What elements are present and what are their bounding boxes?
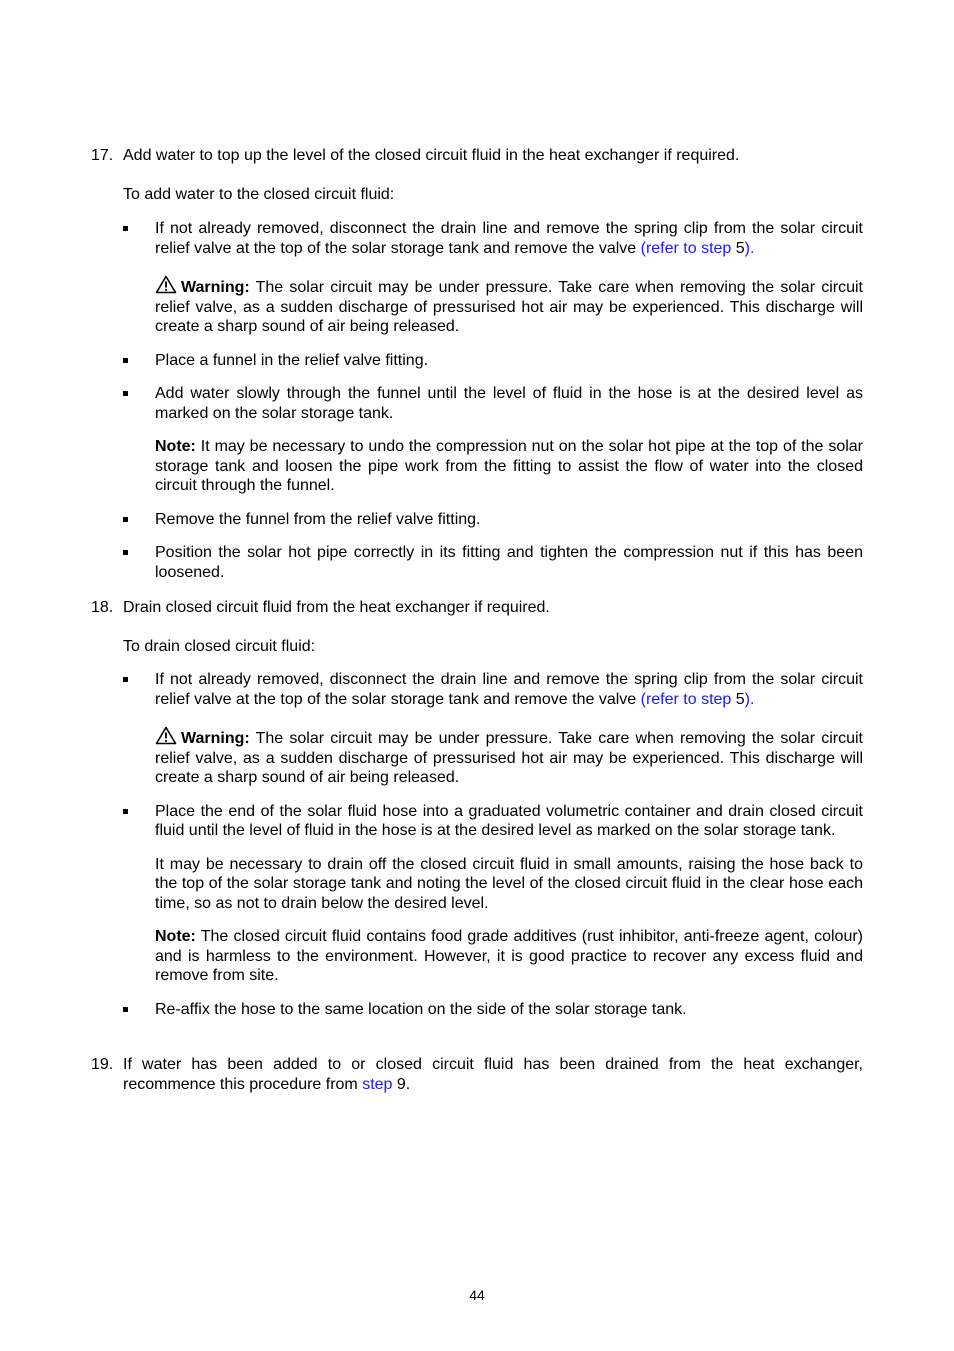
- square-bullet-icon: [123, 1007, 128, 1012]
- note-block: Note: It may be necessary to undo the compression nut on the solar hot pipe at the top of the solar storage tank and loosen the pipe work from the fitting to assist the flow of water into the closed circuit through the funnel.: [155, 438, 863, 494]
- step-title: Add water to top up the level of the closed circuit fluid in the heat exchanger if required.: [123, 147, 740, 164]
- warning-triangle-icon: [155, 275, 177, 294]
- list-item: Position the solar hot pipe correctly in its fitting and tighten the compression nut if this has been loosened.: [123, 543, 863, 582]
- warning-label: Warning:: [181, 279, 250, 296]
- step-link[interactable]: step: [362, 1075, 393, 1093]
- step-number: 19.: [91, 1056, 114, 1073]
- note-label: Note:: [155, 928, 196, 945]
- warning-block: Warning: The solar circuit may be under pressure. Take care when removing the solar circuit relief valve, as a sudden discharge of pressurised hot air may be experienced. This discharge will create a sharp sound of air being released.: [123, 726, 863, 788]
- list-item: Place the end of the solar fluid hose into a graduated volumetric container and drain closed circuit fluid until the level of fluid in the hose is at the desired level as marked on the solar storage tank.: [123, 802, 863, 841]
- page-number: 44: [469, 1287, 485, 1303]
- refer-to-step-link[interactable]: (refer to step: [640, 239, 732, 257]
- warning-label: Warning:: [181, 730, 250, 747]
- list-item: Place a funnel in the relief valve fitting.: [123, 351, 863, 371]
- list-item: Add water slowly through the funnel until the level of fluid in the hose is at the desired level as marked on the solar storage tank.: [123, 384, 863, 423]
- warning-triangle-icon: [155, 726, 177, 745]
- step-intro: To drain closed circuit fluid:: [123, 637, 316, 655]
- step-intro: To add water to the closed circuit fluid:: [123, 185, 395, 203]
- list-item: If not already removed, disconnect the drain line and remove the spring clip from the solar circuit relief valve at the top of the solar storage tank and remove the valve (refer to step 5).: [123, 670, 863, 709]
- list-item: Remove the funnel from the relief valve fitting.: [123, 510, 863, 530]
- step-19: 19. If water has been added to or closed circuit fluid has been drained from the heat exchanger, recommence this procedure from step 9.: [91, 1056, 863, 1093]
- square-bullet-icon: [123, 226, 128, 231]
- list-item: Re-affix the hose to the same location on the side of the solar storage tank.: [123, 1000, 863, 1020]
- step-number: 18.: [91, 599, 114, 616]
- step-17: [91, 146, 863, 582]
- square-bullet-icon: [123, 809, 128, 814]
- square-bullet-icon: [123, 358, 128, 363]
- warning-block: Warning: The solar circuit may be under pressure. Take care when removing the solar circuit relief valve, as a sudden discharge of pressurised hot air may be experienced. This discharge will create a sharp sound of air being released.: [123, 275, 863, 337]
- note-label: Note:: [155, 438, 196, 455]
- square-bullet-icon: [123, 391, 128, 396]
- note-block: Note: The closed circuit fluid contains food grade additives (rust inhibitor, anti-freeze agent, colour) and is harmless to the environment. However, it is good practice to recover any excess fluid and remove from site.: [155, 928, 863, 984]
- square-bullet-icon: [123, 550, 128, 555]
- refer-to-step-link[interactable]: (refer to step: [640, 690, 732, 708]
- square-bullet-icon: [123, 677, 128, 682]
- step-title: Drain closed circuit fluid from the heat exchanger if required.: [123, 599, 550, 616]
- step-18: [91, 598, 863, 1019]
- step-number: 17.: [91, 147, 114, 164]
- square-bullet-icon: [123, 517, 128, 522]
- list-item: If not already removed, disconnect the drain line and remove the spring clip from the solar circuit relief valve at the top of the solar storage tank and remove the valve (refer to step 5).: [123, 219, 863, 258]
- paragraph: It may be necessary to drain off the closed circuit fluid in small amounts, raising the hose back to the top of the solar storage tank and noting the level of the closed circuit fluid in the clear hose each time, so as not to drain below the desired level.: [155, 855, 863, 912]
